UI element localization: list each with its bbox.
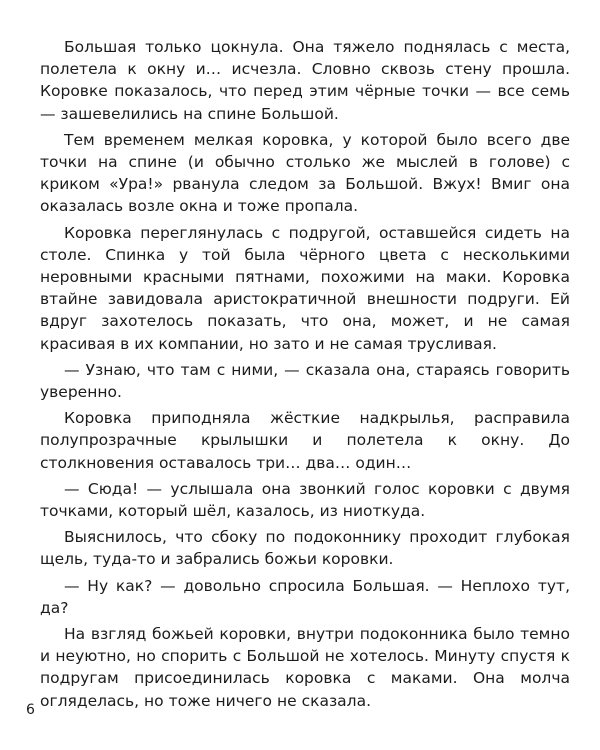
paragraph-3: Коровка переглянулась с подругой, оставшейся сидеть на столе. Спинка у той была чёрного цвета с несколькими неровными красными пятнами, похожими на маки. Коровка втайне завидовала аристократичной внешности подруги. Ей вдруг захотелось показать, что она, может, и не самая красивая в их компании, но зато и не самая трусливая.: [40, 223, 570, 353]
paragraph-7: Выяснилось, что сбоку по подоконнику проходит глубокая щель, туда-то и забрались божьи коровки.: [40, 528, 570, 569]
paragraph-6: — Сюда! — услышала она звонкий голос коровки с двумя точками, который шёл, казалось, из ниоткуда.: [40, 479, 570, 521]
paragraph-5: Коровка приподняла жёсткие надкрылья, расправила полупрозрачные крылышки и полетела к окну. До столкновения оставалось три… два… один…: [40, 409, 570, 472]
page-body: [40, 36, 570, 716]
paragraph-1: Большая только цокнула. Она тяжело поднялась с места, полетела к окну и… исчезла. Словно сквозь стену прошла. Коровке показалось, что перед этим чёрные точки — все семь — зашевелились на спине Большой.: [40, 38, 570, 123]
page-number: 6: [26, 702, 35, 718]
paragraph-8: — Ну как? — довольно спросила Большая. — Неплохо тут, да?: [40, 576, 570, 617]
paragraph-4: — Узнаю, что там с ними, — сказала она, стараясь говорить уверенно.: [40, 360, 570, 402]
paragraph-2: Тем временем мелкая коровка, у которой было всего две точки на спине (и обычно столько же мыслей в голове) с криком «Ура!» рванула следом за Большой. Вжух! Вмиг она оказалась возле окна и тоже пропала.: [40, 130, 570, 216]
paragraph-9: На взгляд божьей коровки, внутри подоконника было темно и неуютно, но спорить с Большой не хотелось. Минуту спустя к подругам присоединилась коровка с маками. Она молча огляделась, но тоже ничего не сказала.: [40, 625, 570, 710]
